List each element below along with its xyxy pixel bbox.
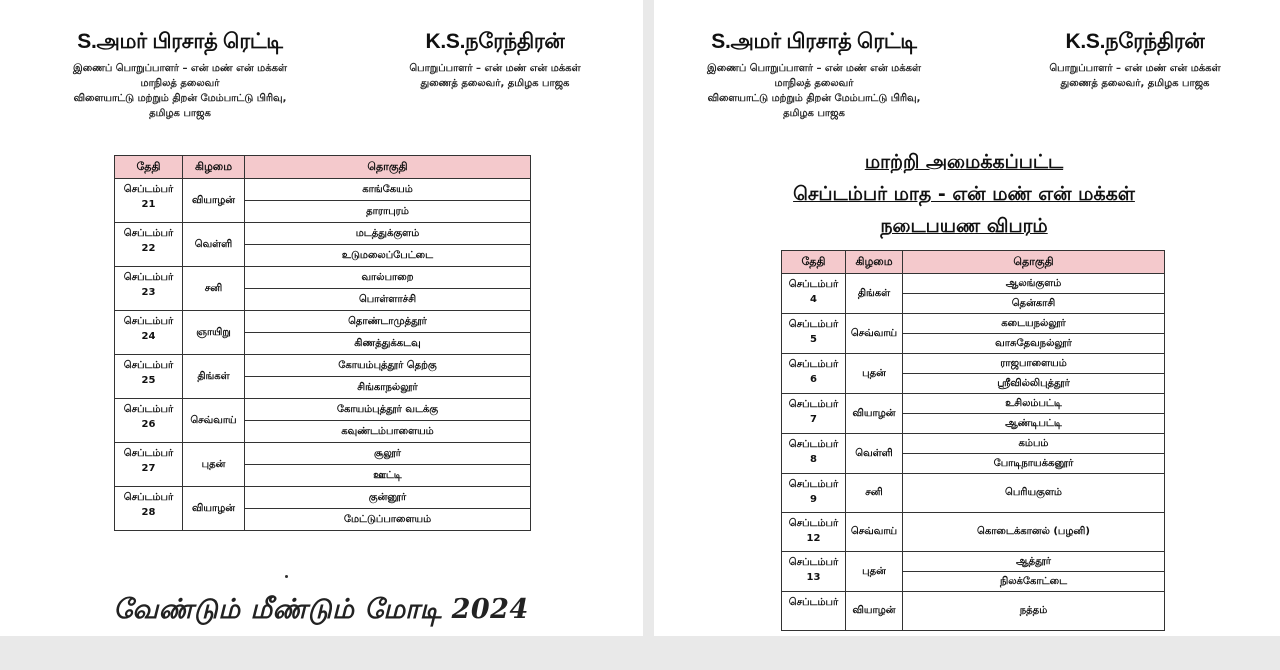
day-cell: செவ்வாய் [846, 513, 903, 552]
table-row [115, 311, 531, 333]
day-cell: செவ்வாய் [846, 314, 903, 354]
constituency-cell: கொடைக்கானல் (பழனி) [903, 513, 1165, 552]
day-cell: சனி [846, 474, 903, 513]
header-day: கிழமை [183, 156, 245, 179]
day-cell: வியாழன் [846, 592, 903, 631]
day-cell: வியாழன் [183, 179, 245, 223]
date-cell: செப்டம்பர் 5 [782, 314, 846, 354]
signatory-role-line: இணைப் பொறுப்பாளர் – என் மண் என் மக்கள் [706, 63, 922, 74]
date-cell: செப்டம்பர் [782, 592, 846, 631]
signatory-role-line: தமிழக பாஜக [149, 108, 211, 119]
day-cell: புதன் [846, 552, 903, 592]
signatory-name: S.அமர் பிரசாத் ரெட்டி [77, 30, 283, 53]
signatory-name: K.S.நரேந்திரன் [425, 30, 565, 53]
constituency-cell: கோயம்புத்தூர் தெற்கு [245, 355, 531, 377]
date-cell: செப்டம்பர் 7 [782, 394, 846, 434]
signatory-role-line: தமிழக பாஜக [783, 108, 845, 119]
constituency-cell: ஊட்டி [245, 465, 531, 487]
table-row [782, 314, 1165, 334]
constituency-cell: நிலக்கோட்டை [903, 572, 1165, 592]
day-cell: சனி [183, 267, 245, 311]
day-cell: வியாழன் [846, 394, 903, 434]
date-cell: செப்டம்பர் 27 [115, 443, 183, 487]
constituency-cell: கடையநல்லூர் [903, 314, 1165, 334]
constituency-cell: தாராபுரம் [245, 201, 531, 223]
table-row [115, 399, 531, 421]
constituency-cell: தொண்டாமுத்தூர் [245, 311, 531, 333]
constituency-cell: கோயம்புத்தூர் வடக்கு [245, 399, 531, 421]
constituency-cell: பெரியகுளம் [903, 474, 1165, 513]
constituency-cell: ஸ்ரீவில்லிபுத்தூர் [903, 374, 1165, 394]
constituency-cell: ஆலங்குளம் [903, 274, 1165, 294]
signatory-role-line: விளையாட்டு மற்றும் திறன் மேம்பாட்டு பிரிவு, [73, 93, 287, 104]
table-row [782, 592, 1165, 631]
date-cell: செப்டம்பர் 25 [115, 355, 183, 399]
day-cell: திங்கள் [846, 274, 903, 314]
constituency-cell: உடுமலைப்பேட்டை [245, 245, 531, 267]
constituency-cell: கம்பம் [903, 434, 1165, 454]
constituency-cell: சூலூர் [245, 443, 531, 465]
constituency-cell: கவுண்டம்பாளையம் [245, 421, 531, 443]
signatory-role-line: துணைத் தலைவர், தமிழக பாஜக [420, 78, 570, 89]
table-row [115, 355, 531, 377]
header-constituency: தொகுதி [245, 156, 531, 179]
day-cell: திங்கள் [183, 355, 245, 399]
constituency-cell: வால்பாறை [245, 267, 531, 289]
signatory-ks-narendran [1010, 30, 1260, 91]
constituency-cell: குன்னூர் [245, 487, 531, 509]
date-cell: செப்டம்பர் 12 [782, 513, 846, 552]
constituency-cell: நத்தம் [903, 592, 1165, 631]
date-cell: செப்டம்பர் 21 [115, 179, 183, 223]
heading-line: நடைபயண விபரம் [880, 215, 1048, 237]
heading-line: செப்டம்பர் மாத - என் மண் என் மக்கள் [793, 183, 1135, 205]
signatory-amar-prasad-reddy [30, 30, 330, 121]
heading-line: மாற்றி அமைக்கப்பட்ட [864, 151, 1064, 173]
table-row [115, 267, 531, 289]
signatory-name: K.S.நரேந்திரன் [1065, 30, 1205, 53]
schedule-table-right [781, 250, 1165, 631]
table-row [782, 552, 1165, 572]
date-cell: செப்டம்பர் 8 [782, 434, 846, 474]
constituency-cell: வாசுதேவநல்லூர் [903, 334, 1165, 354]
date-cell: செப்டம்பர் 13 [782, 552, 846, 592]
date-cell: செப்டம்பர் 4 [782, 274, 846, 314]
constituency-cell: போடிநாயக்கனூர் [903, 454, 1165, 474]
stray-dot [285, 575, 288, 578]
table-row [782, 474, 1165, 513]
constituency-cell: பொள்ளாச்சி [245, 289, 531, 311]
signatory-role-line: மாநிலத் தலைவர் [774, 78, 854, 89]
table-row [782, 434, 1165, 454]
table-header-row [782, 251, 1165, 274]
motto-text: வேண்டும் மீண்டும் மோடி 2024 [113, 594, 529, 625]
constituency-cell: தென்காசி [903, 294, 1165, 314]
day-cell: புதன் [183, 443, 245, 487]
signatory-ks-narendran [370, 30, 620, 91]
constituency-cell: கிணத்துக்கடவு [245, 333, 531, 355]
header-day: கிழமை [846, 251, 903, 274]
table-row [115, 223, 531, 245]
signatory-role-line: துணைத் தலைவர், தமிழக பாஜக [1060, 78, 1210, 89]
constituency-cell: உசிலம்பட்டி [903, 394, 1165, 414]
constituency-cell: மேட்டுப்பாளையம் [245, 509, 531, 531]
date-cell: செப்டம்பர் 28 [115, 487, 183, 531]
header-date: தேதி [115, 156, 183, 179]
constituency-cell: ராஜபாளையம் [903, 354, 1165, 374]
table-row [115, 487, 531, 509]
constituency-cell: காங்கேயம் [245, 179, 531, 201]
table-row [115, 443, 531, 465]
day-cell: வெள்ளி [846, 434, 903, 474]
date-cell: செப்டம்பர் 22 [115, 223, 183, 267]
day-cell: புதன் [846, 354, 903, 394]
day-cell: ஞாயிறு [183, 311, 245, 355]
date-cell: செப்டம்பர் 23 [115, 267, 183, 311]
schedule-heading [714, 146, 1214, 242]
schedule-table-left [114, 155, 531, 531]
table-row [782, 513, 1165, 552]
constituency-cell: சிங்காநல்லூர் [245, 377, 531, 399]
constituency-cell: ஆண்டிபட்டி [903, 414, 1165, 434]
day-cell: செவ்வாய் [183, 399, 245, 443]
date-cell: செப்டம்பர் 26 [115, 399, 183, 443]
table-row [782, 354, 1165, 374]
day-cell: வெள்ளி [183, 223, 245, 267]
signatory-role-line: விளையாட்டு மற்றும் திறன் மேம்பாட்டு பிரிவு, [707, 93, 921, 104]
signatory-role-line: இணைப் பொறுப்பாளர் – என் மண் என் மக்கள் [72, 63, 288, 74]
header-date: தேதி [782, 251, 846, 274]
table-row [782, 274, 1165, 294]
constituency-cell: ஆத்தூர் [903, 552, 1165, 572]
signatory-amar-prasad-reddy [664, 30, 964, 121]
date-cell: செப்டம்பர் 24 [115, 311, 183, 355]
date-cell: செப்டம்பர் 9 [782, 474, 846, 513]
right-document-page [654, 0, 1280, 636]
header-constituency: தொகுதி [903, 251, 1165, 274]
table-row [115, 179, 531, 201]
signatory-name: S.அமர் பிரசாத் ரெட்டி [711, 30, 917, 53]
signatory-role-line: மாநிலத் தலைவர் [140, 78, 220, 89]
constituency-cell: மடத்துக்குளம் [245, 223, 531, 245]
left-document-page [0, 0, 643, 636]
table-row [782, 394, 1165, 414]
signatory-role-line: பொறுப்பாளர் – என் மண் என் மக்கள் [409, 63, 581, 74]
day-cell: வியாழன் [183, 487, 245, 531]
table-header-row [115, 156, 531, 179]
date-cell: செப்டம்பர் 6 [782, 354, 846, 394]
signatory-role-line: பொறுப்பாளர் – என் மண் என் மக்கள் [1049, 63, 1221, 74]
